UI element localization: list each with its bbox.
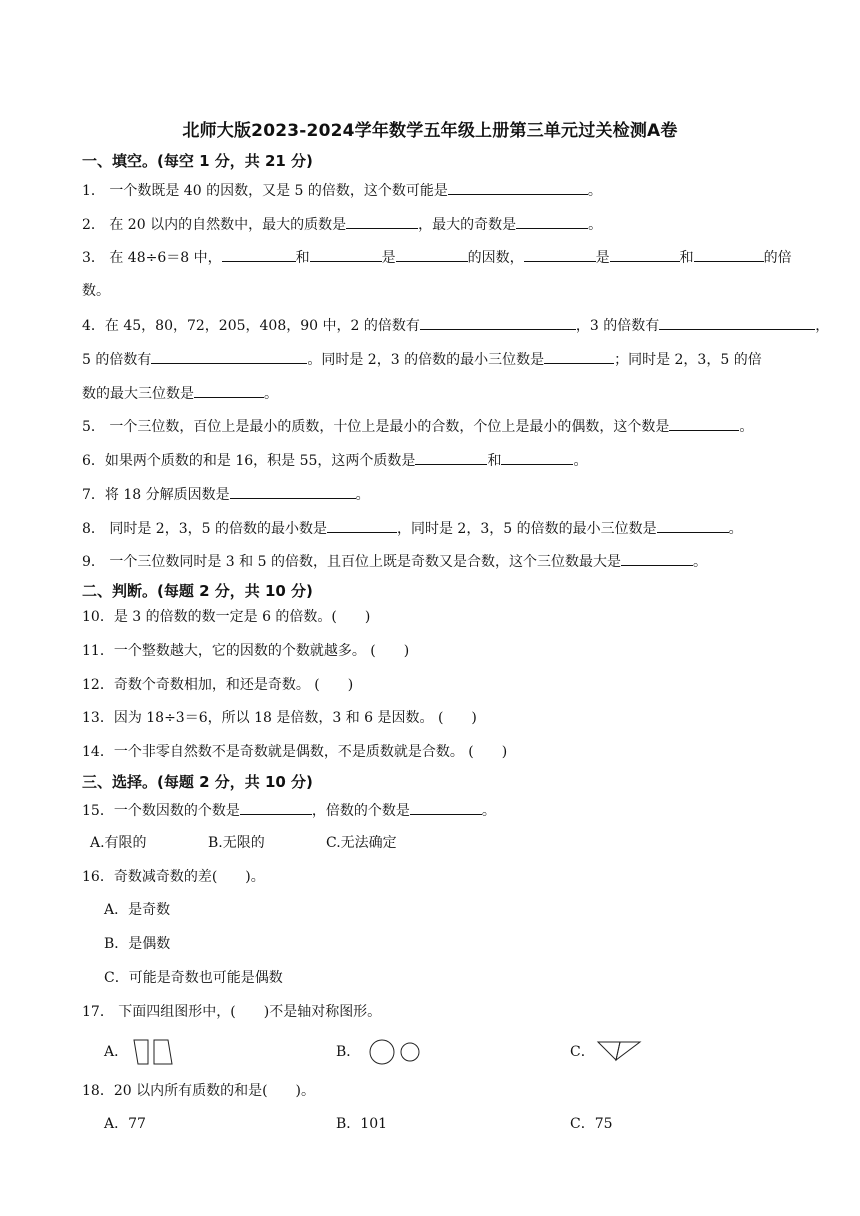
section-heading-fill: 一、填空。(每空 1 分，共 21 分) <box>82 152 313 170</box>
question-6: 6．如果两个质数的和是 16，积是 55，这两个质数是 和 。 <box>82 450 587 471</box>
answer-blank[interactable] <box>222 247 296 262</box>
answer-blank[interactable] <box>659 315 815 330</box>
answer-blank[interactable] <box>346 214 418 229</box>
question-3: 3． 在 48÷6＝8 中， 和 是 的因数， 是 和 的倍 <box>82 247 792 268</box>
question-17: 17． 下面四组图形中，( )不是轴对称图形。 <box>82 1004 382 1020</box>
answer-blank[interactable] <box>610 247 680 262</box>
section-heading-choice: 三、选择。(每题 2 分，共 10 分) <box>82 773 313 791</box>
question-11: 11．一个整数越大，它的因数的个数就越多。 ( ) <box>82 643 410 659</box>
answer-blank[interactable] <box>194 383 264 398</box>
answer-blank[interactable] <box>151 349 307 364</box>
answer-blank[interactable] <box>327 518 397 533</box>
question-9: 9． 一个三位数同时是 3 和 5 的倍数，且百位上既是奇数又是合数，这个三位数最大是 。 <box>82 551 707 572</box>
page-title: 北师大版2023-2024学年数学五年级上册第三单元过关检测A卷 <box>182 121 678 141</box>
option-c[interactable]: C． <box>570 1044 595 1060</box>
question-18: 18．20 以内所有质数的和是( )。 <box>82 1083 316 1099</box>
question-4: 4．在 45，80，72，205，408，90 中，2 的倍数有 ，3 的倍数有 ， <box>82 315 829 336</box>
answer-blank[interactable] <box>448 180 588 195</box>
question-14: 14．一个非零自然数不是奇数就是偶数，不是质数就是合数。 ( ) <box>82 744 508 760</box>
question-3-cont: 数。 <box>82 283 110 299</box>
question-1: 1． 一个数既是 40 的因数，又是 5 的倍数，这个数可能是 。 <box>82 180 602 201</box>
answer-blank[interactable] <box>694 247 764 262</box>
answer-blank[interactable] <box>669 416 739 431</box>
option-a[interactable]: A．77 <box>104 1116 146 1132</box>
option-a[interactable]: A.有限的 <box>90 835 147 851</box>
answer-blank[interactable] <box>621 551 693 566</box>
question-13: 13．因为 18÷3＝6，所以 18 是倍数，3 和 6 是因数。 ( ) <box>82 710 477 726</box>
answer-blank[interactable] <box>657 518 729 533</box>
option-b[interactable]: B．101 <box>336 1116 388 1132</box>
option-a[interactable]: A． <box>104 1044 129 1060</box>
section-heading-judge: 二、判断。(每题 2 分，共 10 分) <box>82 582 313 600</box>
answer-blank[interactable] <box>410 800 482 815</box>
question-15: 15．一个数因数的个数是 ，倍数的个数是 。 <box>82 800 496 821</box>
answer-blank[interactable] <box>516 214 588 229</box>
option-c[interactable]: C.无法确定 <box>326 835 397 851</box>
question-7: 7．将 18 分解质因数是 。 <box>82 484 370 505</box>
option-b[interactable]: B.无限的 <box>208 835 265 851</box>
answer-blank[interactable] <box>524 247 596 262</box>
answer-blank[interactable] <box>501 450 573 465</box>
answer-blank[interactable] <box>230 484 356 499</box>
option-c[interactable]: C．75 <box>570 1116 613 1132</box>
question-4-cont: 5 的倍数有 。同时是 2，3 的倍数的最小三位数是 ；同时是 2，3，5 的倍 <box>82 349 762 370</box>
option-c[interactable]: C．可能是奇数也可能是偶数 <box>104 970 283 986</box>
answer-blank[interactable] <box>310 247 382 262</box>
answer-blank[interactable] <box>240 800 312 815</box>
answer-blank[interactable] <box>396 247 468 262</box>
question-16: 16．奇数减奇数的差( )。 <box>82 869 265 885</box>
answer-blank[interactable] <box>415 450 487 465</box>
triangle-pair-figure <box>596 1040 642 1064</box>
option-b[interactable]: B．是偶数 <box>104 936 171 952</box>
question-12: 12．奇数个奇数相加，和还是奇数。 ( ) <box>82 677 354 693</box>
trapezoid-pair-figure <box>130 1038 176 1066</box>
answer-blank[interactable] <box>420 315 576 330</box>
option-a[interactable]: A．是奇数 <box>104 902 171 918</box>
question-10: 10．是 3 的倍数的数一定是 6 的倍数。( ) <box>82 609 371 625</box>
question-8: 8． 同时是 2，3，5 的倍数的最小数是 ，同时是 2，3，5 的倍数的最小三位数是 。 <box>82 518 743 539</box>
question-4-cont2: 数的最大三位数是 。 <box>82 383 278 404</box>
question-5: 5． 一个三位数，百位上是最小的质数，十位上是最小的合数，个位上是最小的偶数，这个数是 。 <box>82 416 753 437</box>
answer-blank[interactable] <box>544 349 614 364</box>
option-b[interactable]: B． <box>336 1044 361 1060</box>
question-2: 2． 在 20 以内的自然数中，最大的质数是 ，最大的奇数是 。 <box>82 214 602 235</box>
circle-pair-figure <box>368 1038 424 1066</box>
